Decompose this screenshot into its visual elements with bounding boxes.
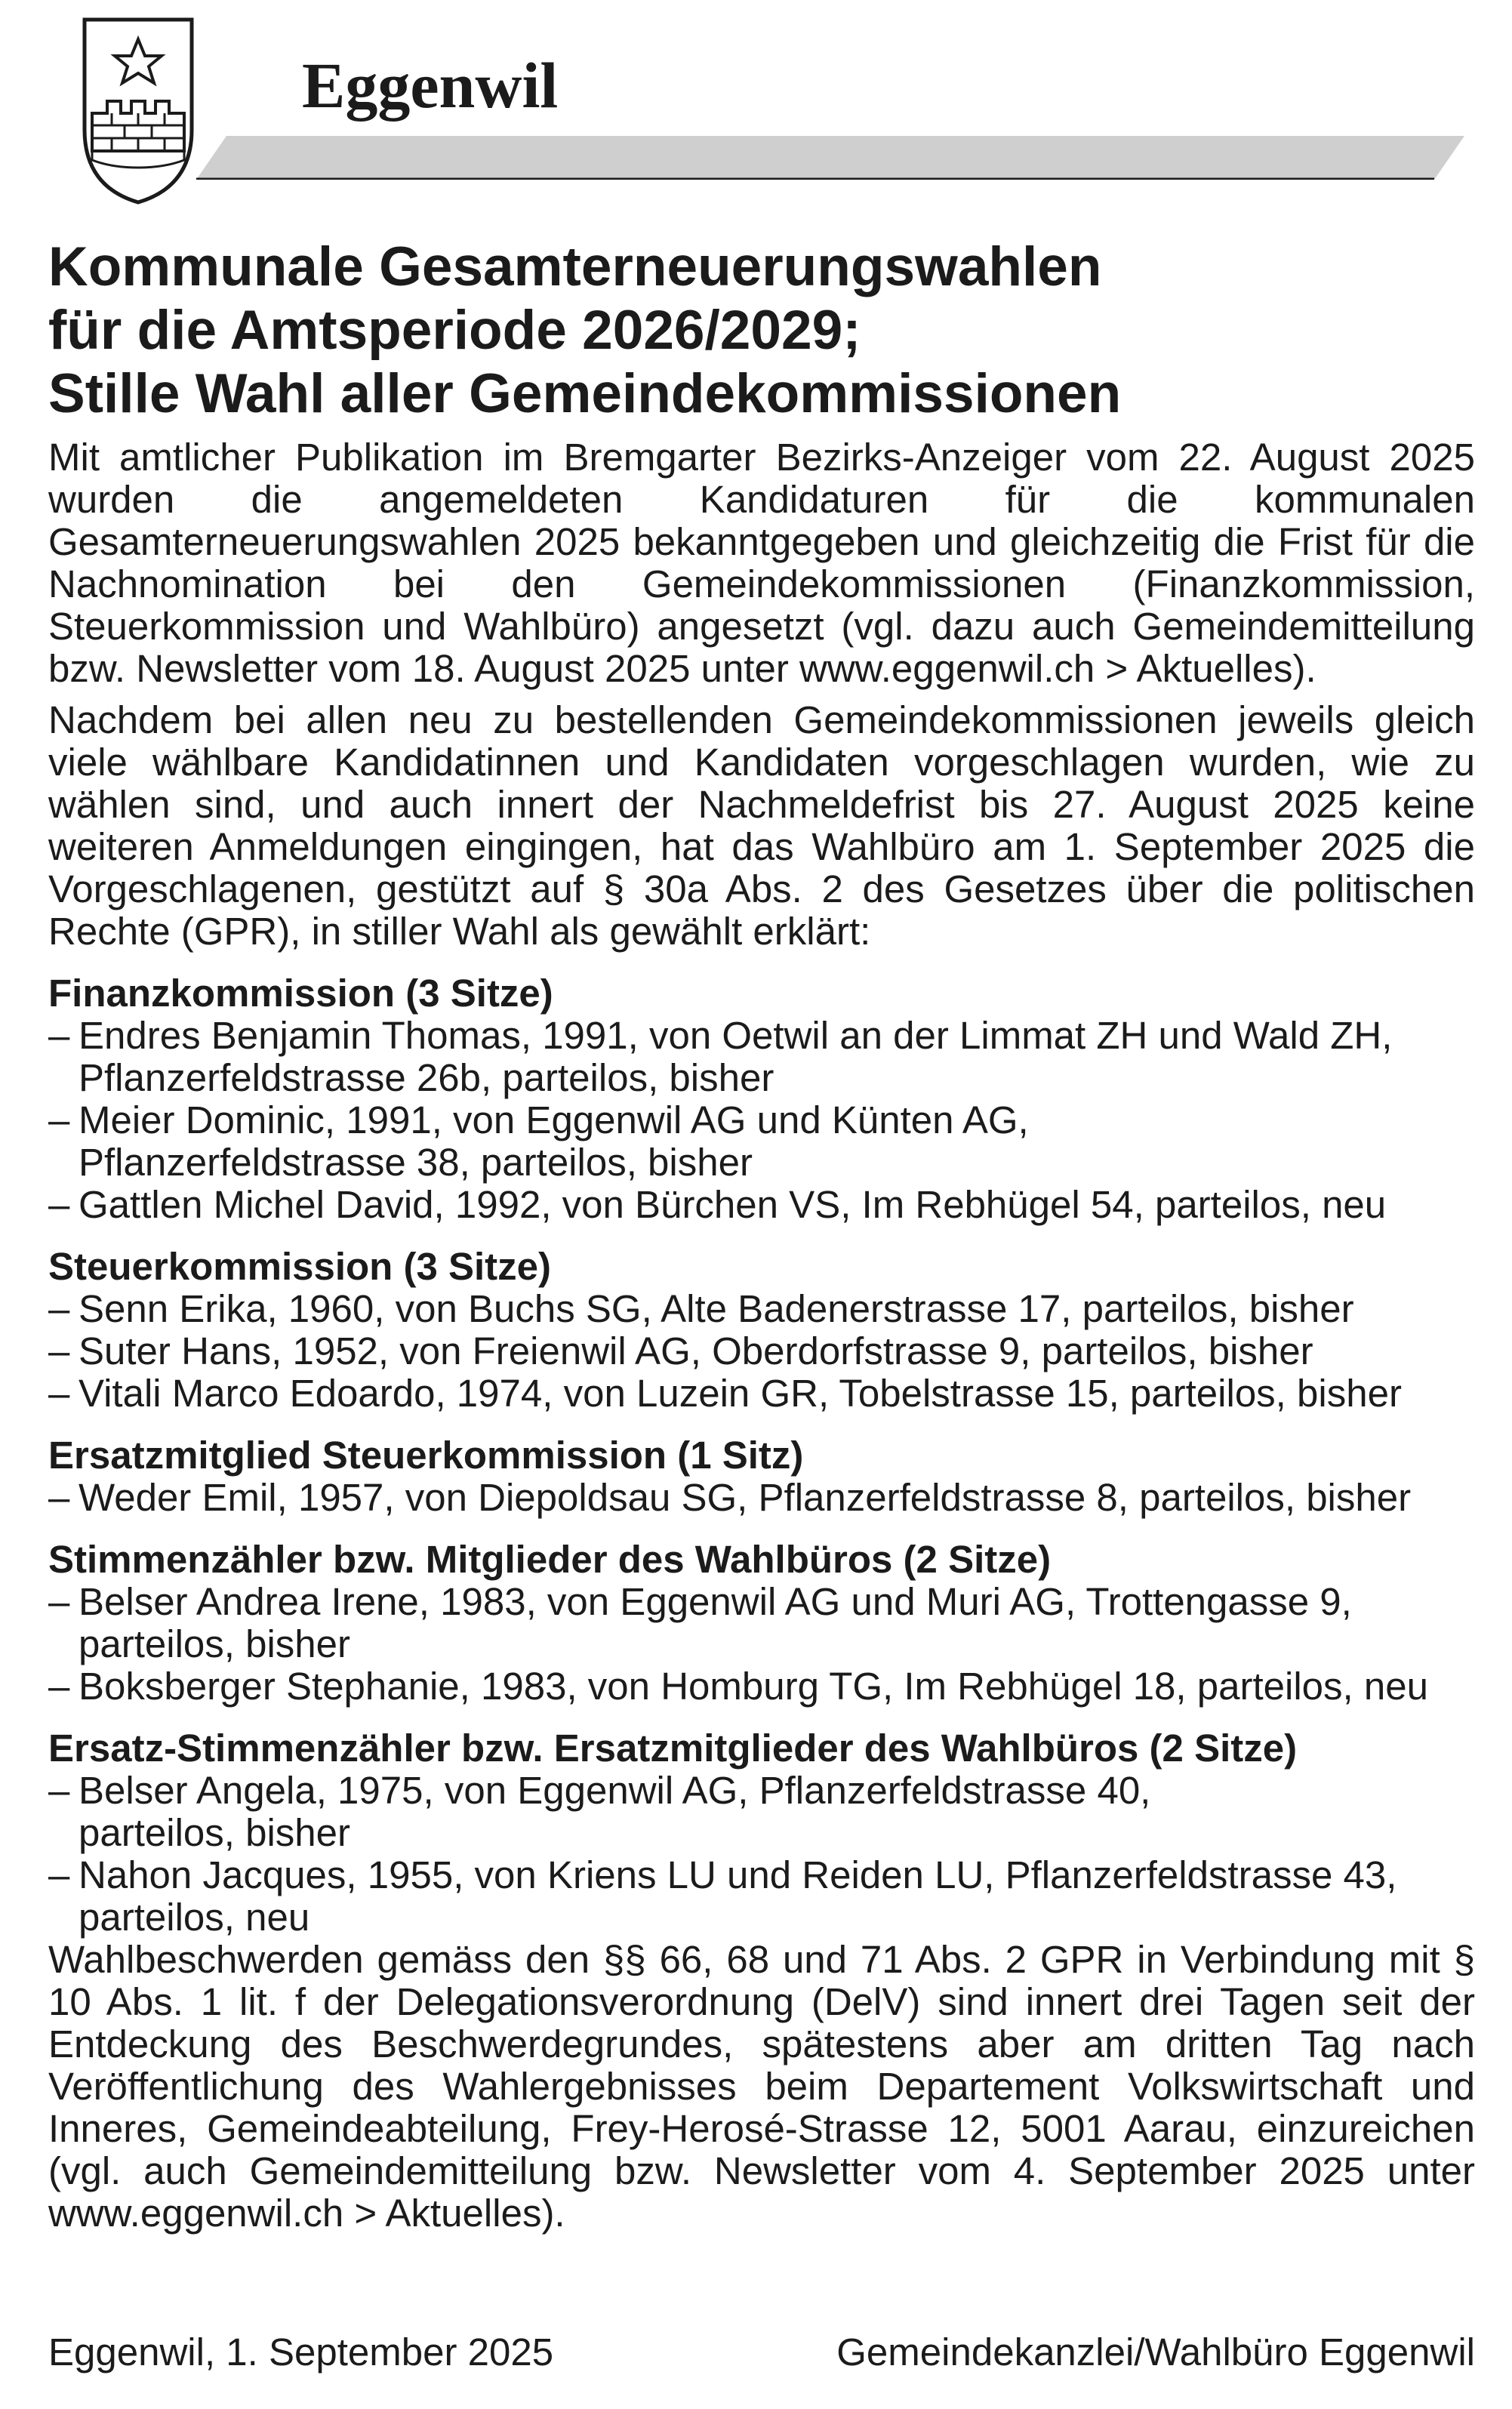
entry-line: Endres Benjamin Thomas, 1991, von Oetwil an der Limmat ZH und Wald ZH, bbox=[79, 1014, 1393, 1057]
list-item bbox=[48, 1184, 1475, 1226]
closing-paragraph: Wahlbeschwerden gemäss den §§ 66, 68 und 71 Abs. 2 GPR in Verbindung mit § 10 Abs. 1 lit. f der Delegationsverordnung (DelV) sind innert drei Tagen seit der Entdeckung des Beschwerdegrundes, spätestens aber am dritten Tag nach Veröffentlichung des Wahlergebnisses beim Departement Volkswirtschaft und Inneres, Gemeindeabteilung, Frey-Herosé-Strasse 12, 5001 Aarau, einzureichen (vgl. auch Gemeindemitteilung bzw. Newsletter vom 4. September 2025 unter www.eggenwil.ch > Aktuelles). bbox=[48, 1938, 1475, 2235]
section-title: Stimmenzähler bzw. Mitglieder des Wahlbüros (2 Sitze) bbox=[48, 1538, 1052, 1581]
section-steuerkommission bbox=[48, 1246, 1475, 1415]
entry-line: Pflanzerfeldstrasse 26b, parteilos, bisher bbox=[79, 1056, 774, 1099]
list-item bbox=[48, 1770, 1475, 1854]
list-item bbox=[48, 1854, 1475, 1939]
list-item bbox=[48, 1330, 1475, 1372]
title-line-3: Stille Wahl aller Gemeindekommissionen bbox=[48, 363, 1122, 424]
entry-line: Belser Andrea Irene, 1983, von Eggenwil AG und Muri AG, Trottengasse 9, bbox=[79, 1580, 1352, 1623]
publication-content bbox=[48, 236, 1475, 2235]
coat-of-arms-icon bbox=[82, 17, 195, 205]
list-dash: – bbox=[48, 1287, 70, 1330]
list-item bbox=[48, 1288, 1475, 1330]
list-item bbox=[48, 1372, 1475, 1415]
section-finanzkommission bbox=[48, 972, 1475, 1226]
section-ersatz-wahlbuero bbox=[48, 1727, 1475, 1939]
entry-line: Pflanzerfeldstrasse 38, parteilos, bisher bbox=[79, 1141, 753, 1184]
list-item bbox=[48, 1581, 1475, 1665]
section-title: Ersatz-Stimmenzähler bzw. Ersatzmitglieder des Wahlbüros (2 Sitze) bbox=[48, 1727, 1298, 1770]
list-dash: – bbox=[48, 1329, 70, 1372]
entry-line: Meier Dominic, 1991, von Eggenwil AG und Künten AG, bbox=[79, 1098, 1029, 1141]
list-item bbox=[48, 1665, 1475, 1708]
header-band bbox=[196, 136, 1464, 180]
title-line-2: für die Amtsperiode 2026/2029; bbox=[48, 300, 861, 361]
list-dash: – bbox=[48, 1476, 70, 1519]
entry-line: Senn Erika, 1960, von Buchs SG, Alte Badenerstrasse 17, parteilos, bisher bbox=[79, 1287, 1354, 1330]
title-line-1: Kommunale Gesamterneuerungswahlen bbox=[48, 236, 1102, 297]
list-item bbox=[48, 1015, 1475, 1099]
place-date: Eggenwil, 1. September 2025 bbox=[48, 2330, 554, 2374]
intro-paragraph-2: Nachdem bei allen neu zu bestellenden Gemeindekommissionen jeweils gleich viele wählbare Kandidatinnen und Kandidaten vorgeschlagen wurden, wie zu wählen sind, und auch innert der Nachmeldefrist bis 27. August 2025 keine weiteren Anmeldungen eingingen, hat das Wahlbüro am 1. September 2025 die Vorgeschlagenen, gestützt auf § 30a Abs. 2 des Gesetzes über die politischen Rechte (GPR), in stiller Wahl als gewählt erklärt: bbox=[48, 698, 1475, 953]
town-name: Eggenwil bbox=[302, 49, 559, 122]
entry-line: Vitali Marco Edoardo, 1974, von Luzein GR, Tobelstrasse 15, parteilos, bisher bbox=[79, 1372, 1402, 1415]
entry-line: Belser Angela, 1975, von Eggenwil AG, Pflanzerfeldstrasse 40, bbox=[79, 1769, 1151, 1812]
section-title: Ersatzmitglied Steuerkommission (1 Sitz) bbox=[48, 1434, 804, 1477]
entry-line: Weder Emil, 1957, von Diepoldsau SG, Pflanzerfeldstrasse 8, parteilos, bisher bbox=[79, 1476, 1412, 1519]
list-dash: – bbox=[48, 1769, 70, 1812]
intro-paragraph-1: Mit amtlicher Publikation im Bremgarter Bezirks-Anzeiger vom 22. August 2025 wurden die angemeldeten Kandidaturen für die kommunalen Gesamterneuerungswahlen 2025 bekanntgegeben und gleichzeitig die Frist für die Nachnomination bei den Gemeindekommissionen (Finanzkommission, Steuerkommission und Wahlbüro) angesetzt (vgl. dazu auch Gemeindemitteilung bzw. Newsletter vom 18. August 2025 unter www.eggenwil.ch > Aktuelles). bbox=[48, 436, 1475, 690]
list-dash: – bbox=[48, 1098, 70, 1141]
list-dash: – bbox=[48, 1372, 70, 1415]
footer bbox=[48, 2331, 1475, 2374]
list-dash: – bbox=[48, 1665, 70, 1708]
list-dash: – bbox=[48, 1853, 70, 1896]
list-item bbox=[48, 1099, 1475, 1184]
entry-line: Gattlen Michel David, 1992, von Bürchen VS, Im Rebhügel 54, parteilos, neu bbox=[79, 1183, 1387, 1226]
entry-line: Boksberger Stephanie, 1983, von Homburg TG, Im Rebhügel 18, parteilos, neu bbox=[79, 1665, 1428, 1708]
section-title: Steuerkommission (3 Sitze) bbox=[48, 1245, 552, 1288]
list-dash: – bbox=[48, 1183, 70, 1226]
signature: Gemeindekanzlei/Wahlbüro Eggenwil bbox=[836, 2330, 1475, 2374]
entry-line: parteilos, bisher bbox=[79, 1622, 351, 1665]
list-dash: – bbox=[48, 1014, 70, 1057]
section-ersatzmitglied-steuerkommission bbox=[48, 1434, 1475, 1519]
list-item bbox=[48, 1477, 1475, 1519]
entry-line: parteilos, bisher bbox=[79, 1811, 351, 1854]
entry-line: Suter Hans, 1952, von Freienwil AG, Oberdorfstrasse 9, parteilos, bisher bbox=[79, 1329, 1313, 1372]
section-title: Finanzkommission (3 Sitze) bbox=[48, 972, 553, 1015]
list-dash: – bbox=[48, 1580, 70, 1623]
entry-line: Nahon Jacques, 1955, von Kriens LU und Reiden LU, Pflanzerfeldstrasse 43, bbox=[79, 1853, 1397, 1896]
page-title bbox=[48, 236, 1475, 426]
section-wahlbuero bbox=[48, 1539, 1475, 1708]
entry-line: parteilos, neu bbox=[79, 1896, 310, 1939]
